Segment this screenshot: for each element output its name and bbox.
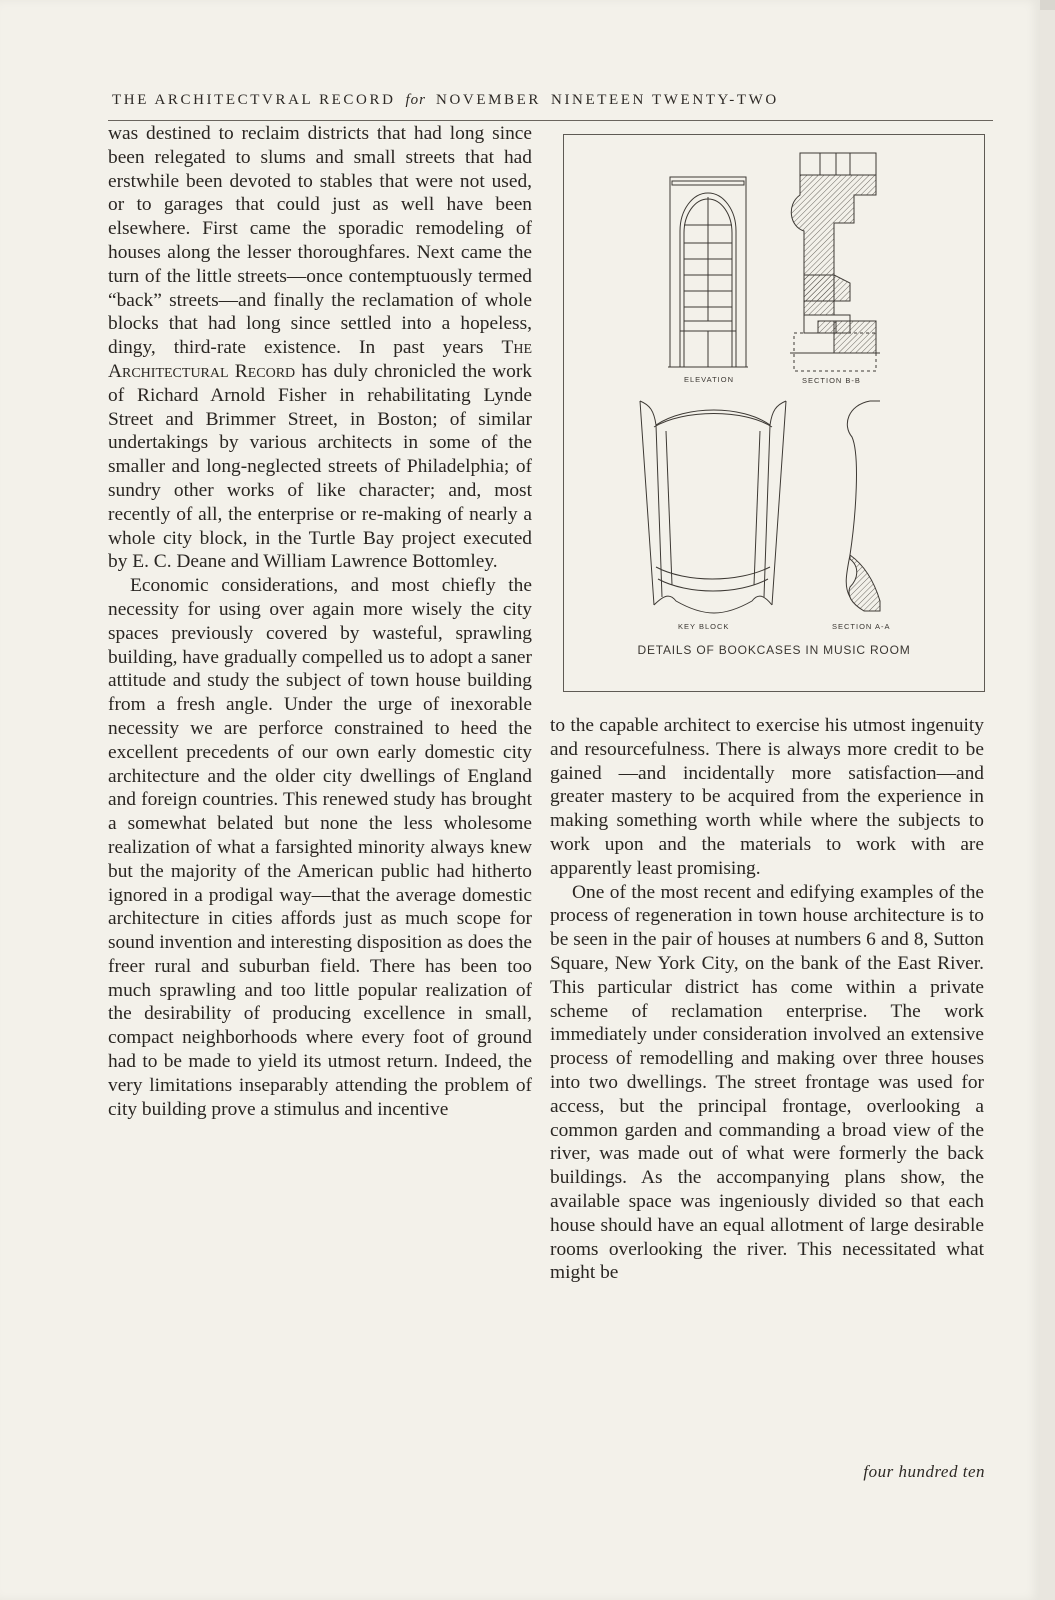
label-section-aa: SECTION A-A bbox=[832, 622, 891, 631]
paragraph: to the capable architect to exercise his utmost ingenuity and resourcefulness. There is always more credit to be gained —and incidentally more satisfaction—and greater mastery to be acquired from the experience in making something worth while where the subjects to work upon and the materials to work with are apparently least promising. bbox=[550, 715, 984, 879]
section-bb-drawing bbox=[790, 153, 880, 371]
section-aa-drawing bbox=[846, 401, 880, 611]
elevation-drawing bbox=[668, 177, 748, 367]
text-column-left bbox=[108, 122, 532, 1121]
running-header bbox=[112, 92, 992, 109]
key-block-drawing bbox=[640, 401, 786, 613]
header-month: NOVEMBER bbox=[436, 92, 542, 108]
figure-caption: DETAILS OF BOOKCASES IN MUSIC ROOM bbox=[637, 643, 911, 657]
header-rule bbox=[108, 120, 993, 121]
text-run: has duly chronicled the work of Richard Arnold Fisher in rehabilitating Lynde Street and Brimmer Street, in Boston; of similar undertakings by various architects in some of the smaller and long-neglected streets of Philadelphia; of sundry other works of like character; and, most recently of all, the enterprise or re-making of nearly a whole city block, in the Turtle Bay project executed by E. C. Deane and William Lawrence Bottomley. bbox=[108, 360, 532, 573]
paragraph bbox=[108, 122, 532, 574]
journal-name-inline: The Architectural Record bbox=[108, 337, 532, 382]
label-key-block: KEY BLOCK bbox=[678, 622, 730, 631]
paragraph: Economic considerations, and most chiefly the necessity for using over again more wisely the city spaces previously covered by wasteful, sprawling building, have gradually compelled us to adopt a saner attitude and study the subject of town house building from a fresh angle. Under the urge of inexorable necessity we are perforce constrained to heed the excellent precedents of our own early domestic city architecture and the older city dwellings of England and foreign countries. This renewed study has brought a somewhat belated but none the less wholesome realization of what a farsighted minority always knew but the majority of the American public had hitherto ignored in a prodigal way—that the average domestic architecture in cities affords just as much scope for sound invention and interesting disposition as does the freer rural and suburban field. There has been too much sprawling and too little popular realization of the desirability of producing excellence in small, compact neighborhoods where every foot of ground had to be made to yield its utmost return. Indeed, the very limitations inseparably attending the problem of city building prove a stimulus and incentive bbox=[108, 575, 532, 1120]
label-elevation: ELEVATION bbox=[684, 375, 734, 384]
page-number: four hundred ten bbox=[863, 1462, 985, 1481]
header-for: for bbox=[405, 92, 427, 108]
journal-title: THE ARCHITECTVRAL RECORD bbox=[112, 92, 396, 108]
bookcase-drawing bbox=[564, 135, 984, 691]
text-column-right bbox=[550, 714, 984, 1285]
label-section-bb: SECTION B-B bbox=[802, 376, 861, 385]
header-year: NINETEEN TWENTY-TWO bbox=[551, 92, 779, 108]
bookcase-details-figure bbox=[563, 134, 985, 692]
text-run: was destined to reclaim districts that had long since been relegated to slums and small streets that had erstwhile been devoted to stables that were not used, or to garages that could just as well have been elsewhere. First came the sporadic remodeling of houses along the lesser thoroughfares. Next came the turn of the little streets—once contemptuously termed “back” streets—and finally the reclamation of whole blocks that had long since settled into a hopeless, dingy, third-rate existence. In past years bbox=[108, 123, 532, 359]
paragraph: One of the most recent and edifying examples of the process of regeneration in town house architecture is to be seen in the pair of houses at numbers 6 and 8, Sutton Square, New York City, on the bank of the East River. This particular district has come within a private scheme of reclamation enterprise. The work immediately under consideration involved an extensive process of remodelling and making over three houses into two dwellings. The street frontage was used for access, but the principal frontage, overlooking a common garden and commanding a broad view of the river, was made out of what were formerly the back buildings. As the accompanying plans show, the available space was ingeniously divided so that each house should have an equal allotment of large desirable rooms overlooking the river. This necessitated what might be bbox=[550, 881, 984, 1284]
